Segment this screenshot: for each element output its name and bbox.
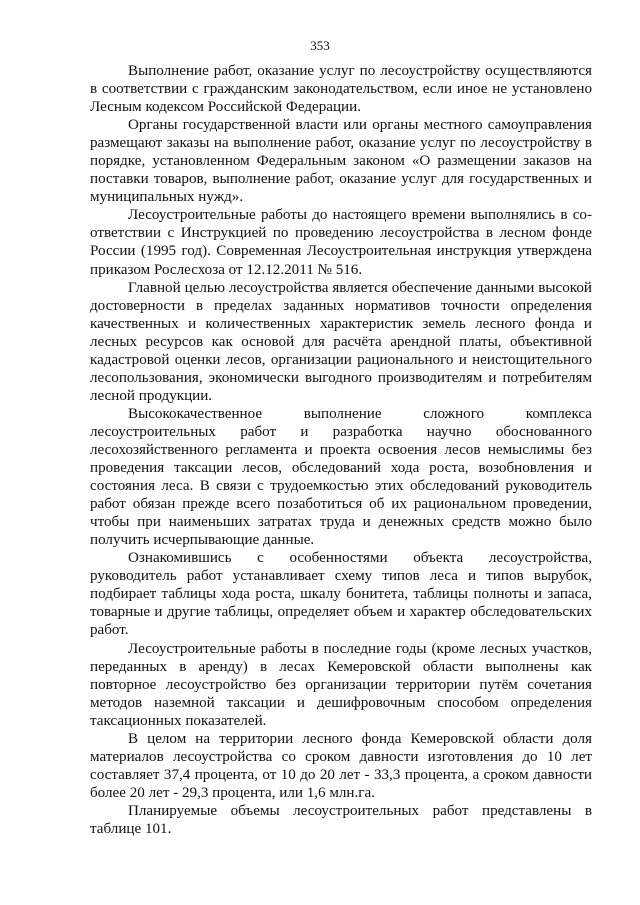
body-text	[90, 62, 592, 838]
paragraph-2: Органы государственной власти или органы местного самоуправления размещают заказы на выполнение работ, оказание услуг по лесоустройству в порядке, установленном Федеральным законом «О размещении заказов на поставки товаров, выполнение работ, оказание услуг для государственных и муниципальных нужд».	[90, 117, 592, 206]
page-number: 353	[310, 38, 330, 53]
paragraph-1: Выполнение работ, оказание услуг по лесоустройству осуществляются в соответствии с гражданским законодательством, если иное не установлено Лесным кодексом Российской Федерации.	[90, 63, 592, 116]
paragraph-5: Высококачественное выполнение сложного комплекса лесоустроительных работ и разработка научно обоснованного лесохозяйственного регламента и проекта освоения лесов немыслимы без проведения таксации лесов, обследований хода роста, возобновления и состояния леса. В связи с трудоемкостью этих обследований руководитель работ обязан прежде всего позаботиться об их рациональном проведении, чтобы при наименьших затратах труда и денежных средств можно было получить исчерпывающие данные.	[90, 405, 592, 549]
paragraph-4: Главной целью лесоустройства является обеспечение данными высокой достоверности в пределах заданных нормативов точности определения качественных и количественных характеристик земель лесного фонда и лесных ресурсов как основой для расчёта арендной платы, объективной кадастровой оценки лесов, организации рационального и неистощительного лесопользования, экономически выгодного производителям и потребителям лесной продукции.	[90, 279, 592, 404]
paragraph-8: В целом на территории лесного фонда Кемеровской области доля материалов лесоустройства со сроком давности изготовления до 10 лет составляет 37,4 процента, от 10 до 20 лет - 33,3 процента, а сроком давности более 20 лет - 29,3 процента, или 1,6 млн.га.	[90, 730, 592, 801]
paragraph-3: Лесоустроительные работы до настоящего времени выполнялись в со-ответствии с Инструкцией по проведению лесоустройства в лесном фонде России (1995 год). Современная Лесоустроительная инструкция утверждена приказом Рослесхоза от 12.12.2011 № 516.	[90, 207, 592, 278]
paragraph-9: Планируемые объемы лесоустроительных работ представлены в таблице 101.	[90, 802, 592, 837]
paragraph-7: Лесоустроительные работы в последние годы (кроме лесных участков, переданных в аренду) в лесах Кемеровской области выполнены как повторное лесоустройство без организации территории путём сочетания методов наземной таксации и дешифровочным способом определения таксационных показателей.	[90, 640, 592, 729]
paragraph-6: Ознакомившись с особенностями объекта лесоустройства, руководитель работ устанавливает схему типов леса и типов вырубок, подбирает таблицы хода роста, шкалу бонитета, таблицы полноты и запаса, товарные и другие таблицы, определяет объем и характер обследовательских работ.	[90, 550, 592, 639]
